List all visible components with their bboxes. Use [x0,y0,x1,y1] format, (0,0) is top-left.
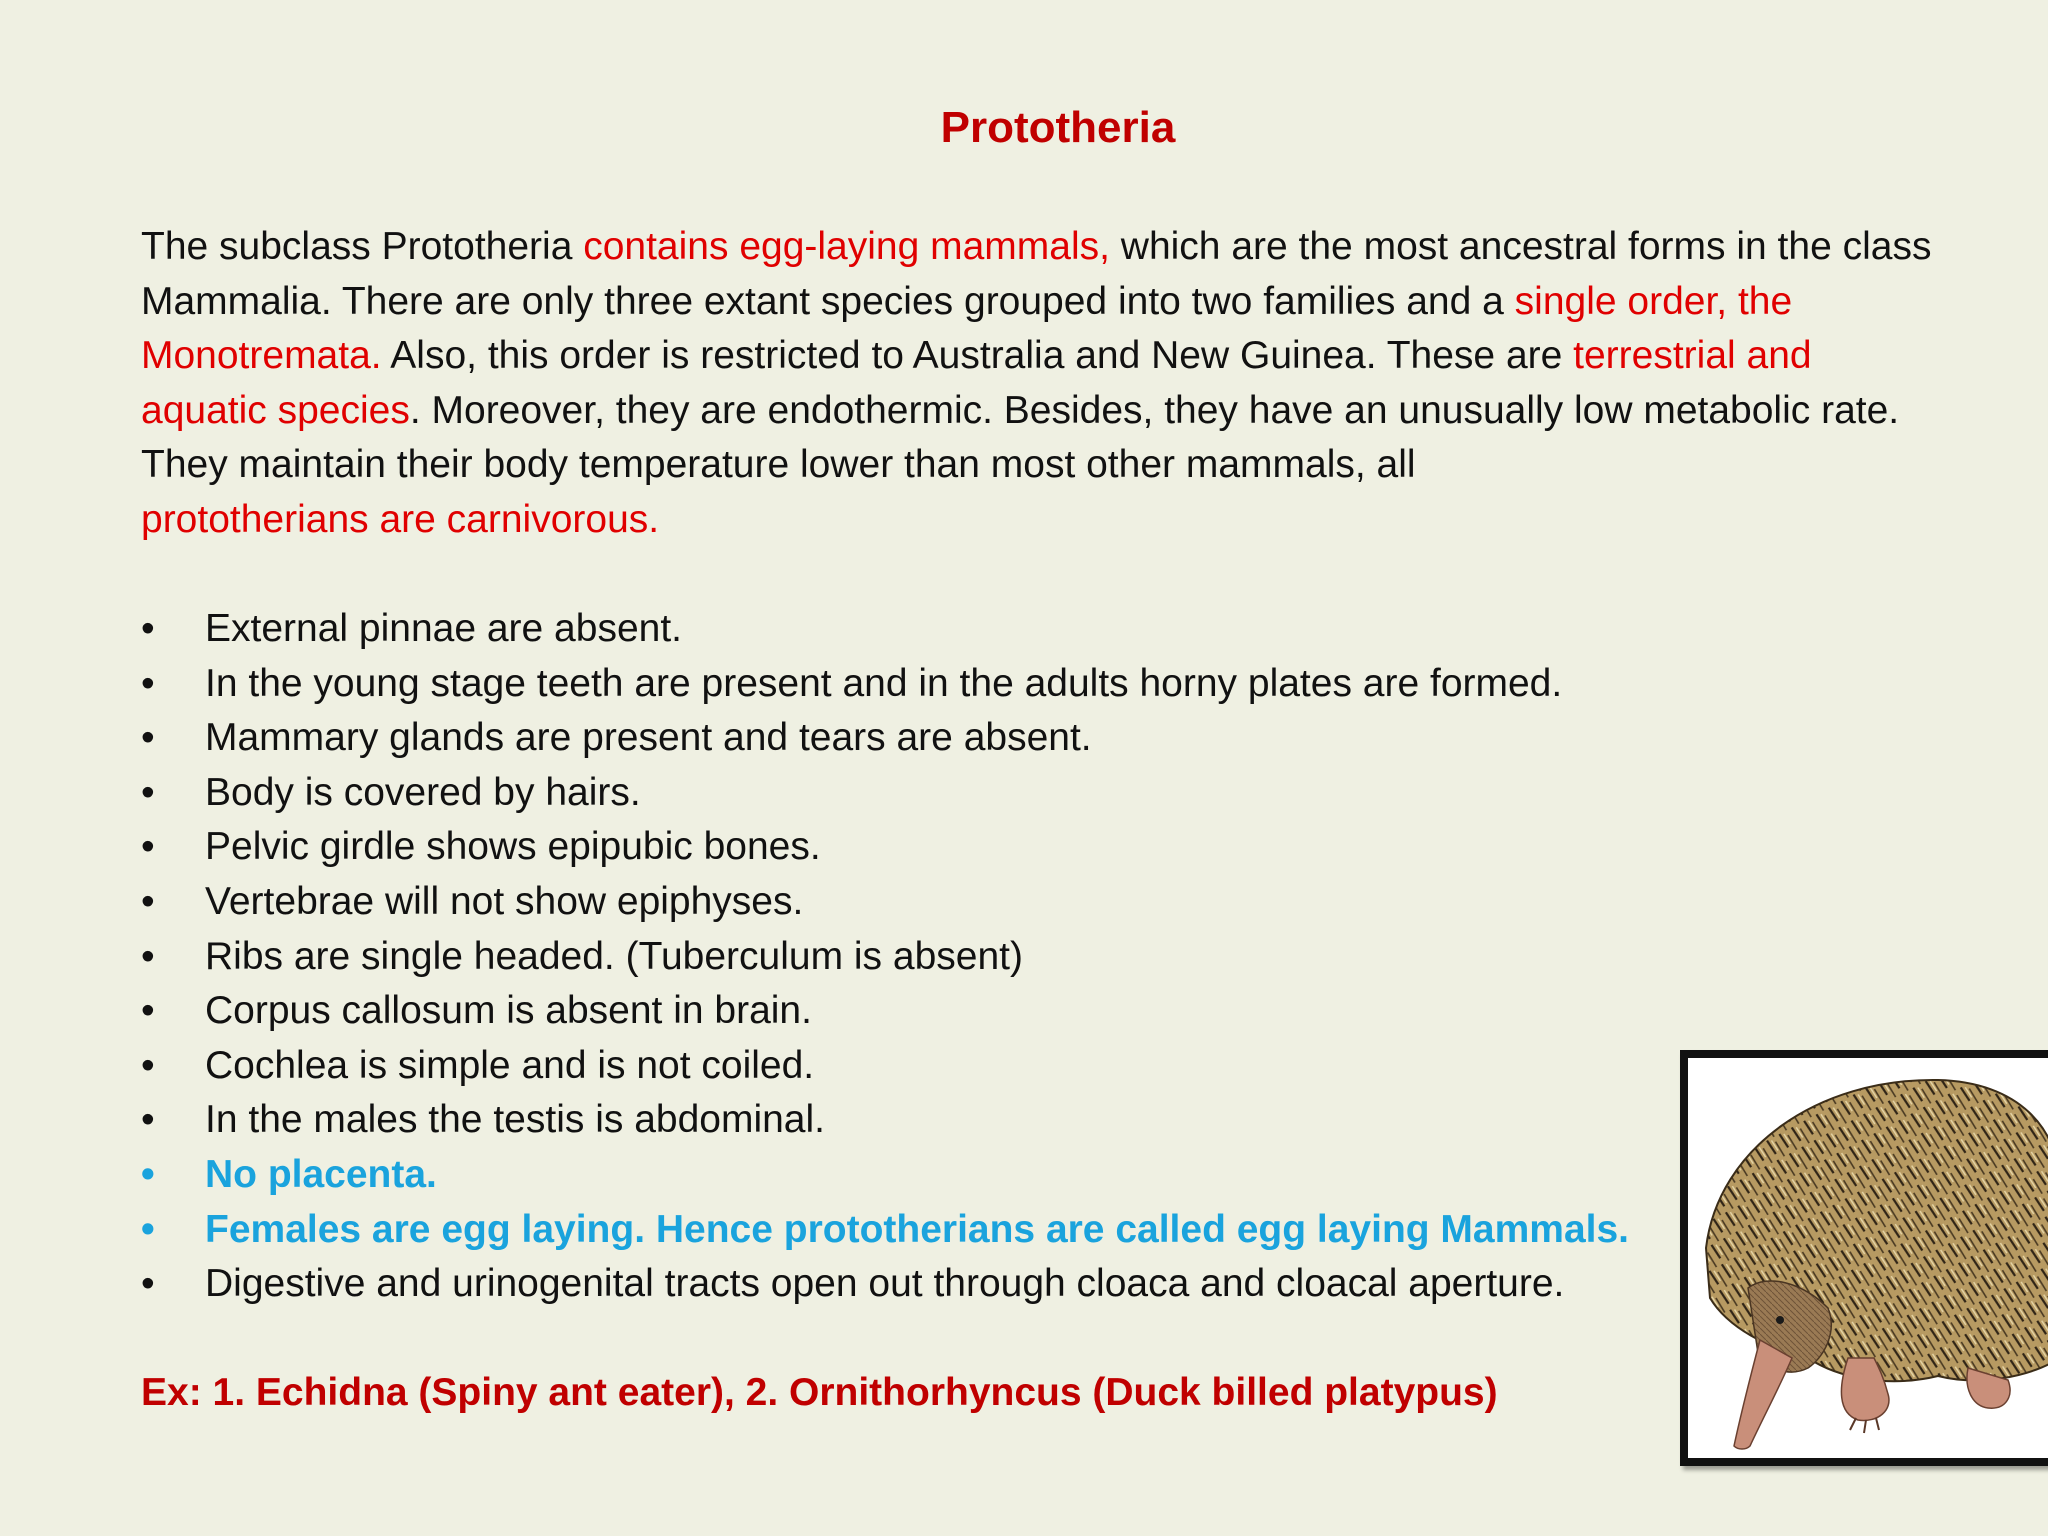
echidna-illustration-icon [1688,1058,2048,1458]
paragraph-text: which are the most ancestral forms in the class Mammalia. There are only three extant species grouped into two families and a [141,225,1932,323]
paragraph-text: The subclass Prototheria [141,225,584,268]
list-item [141,657,1681,712]
bullet-icon: • [141,934,155,978]
list-item [141,984,1681,1039]
paragraph-text: Also, this order is restricted to Australia and New Guinea. These are [381,334,1574,378]
slide-title: Prototheria [940,103,1176,152]
list-item-highlight [141,1203,1681,1258]
list-item-text: Pelvic girdle shows epipubic bones. [205,825,821,869]
bullet-icon: • [141,879,155,923]
bullet-icon: • [141,1152,155,1196]
paragraph-highlight: terrestrial and aquatic species [141,334,1812,432]
list-item [141,930,1681,985]
bullet-icon: • [141,1207,155,1251]
list-item [141,766,1681,821]
list-item-text: External pinnae are absent. [205,607,682,650]
paragraph-highlight: contains egg-laying mammals, [583,225,1110,268]
paragraph-highlight: single order, the Monotremata. [141,279,1793,378]
echidna-image-frame [1680,1050,2048,1466]
list-item-text: Body is covered by hairs. [205,770,641,814]
list-item-highlight [141,1148,1681,1203]
bullet-icon: • [141,1043,155,1087]
list-item-text: In the males the testis is abdominal. [205,1098,825,1142]
intro-paragraph [141,220,1941,548]
list-item [141,1257,1681,1312]
characteristics-list [141,602,1681,1312]
list-item-text: Ribs are single headed. (Tuberculum is absent) [205,934,1023,978]
list-item [141,711,1681,766]
list-item-text: Vertebrae will not show epiphyses. [205,879,804,923]
list-item [141,1039,1681,1094]
bullet-icon: • [141,716,155,760]
list-item [141,602,1681,657]
list-item [141,1093,1681,1148]
paragraph-highlight: prototherians are carnivorous. [141,497,660,541]
paragraph-text: . Moreover, they are endothermic. Besides, they have an unusually low metabolic rate. They maintain their body temperature lower than most other mammals, all [141,388,1900,487]
list-item-text: Corpus callosum is absent in brain. [205,989,812,1033]
list-item-text: Cochlea is simple and is not coiled. [205,1043,815,1087]
example-line: Ex: 1. Echidna (Spiny ant eater), 2. Ornithorhyncus (Duck billed platypus) [141,1371,1498,1414]
bullet-icon: • [141,661,155,705]
list-item-text: Digestive and urinogenital tracts open out through cloaca and cloacal aperture. [205,1262,1565,1306]
bullet-icon: • [141,1098,155,1142]
bullet-icon: • [141,770,155,814]
list-item-text: No placenta. [205,1152,437,1196]
list-item-text: Females are egg laying. Hence prototherians are called egg laying Mammals. [205,1207,1630,1251]
bullet-icon: • [141,825,155,869]
bullet-icon: • [141,989,155,1033]
list-item [141,820,1681,875]
list-item-text: Mammary glands are present and tears are absent. [205,716,1092,760]
bullet-icon: • [141,607,155,650]
bullet-icon: • [141,1262,155,1306]
list-item [141,875,1681,930]
list-item-text: In the young stage teeth are present and in the adults horny plates are formed. [205,661,1563,705]
